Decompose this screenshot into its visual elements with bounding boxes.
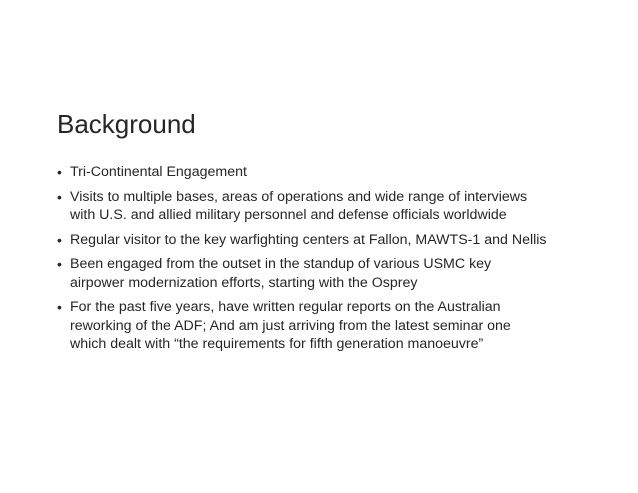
bullet-icon: • (57, 299, 62, 315)
bullet-text: Been engaged from the outset in the standup of various USMC key (70, 256, 492, 272)
bullet-item (57, 298, 617, 354)
bullet-icon: • (57, 164, 62, 180)
bullet-text: reworking of the ADF; And am just arriving from the latest seminar one (70, 317, 511, 334)
bullet-text: with U.S. and allied military personnel and defense officials worldwide (70, 207, 507, 223)
bullet-item (57, 163, 617, 182)
bullet-item (57, 255, 617, 292)
slide-title: Background (57, 109, 196, 139)
bullet-list (57, 163, 617, 360)
bullet-text: which dealt with “the requirements for fifth generation manoeuvre” (70, 336, 484, 352)
bullet-text: Tri-Continental Engagement (70, 164, 247, 180)
bullet-text: For the past five years, have written regular reports on the Australian (70, 299, 501, 315)
bullet-icon: • (57, 256, 62, 272)
bullet-text: airpower modernization efforts, starting with the Osprey (70, 274, 418, 291)
bullet-text: Regular visitor to the key warfighting centers at Fallon, MAWTS-1 and Nellis (70, 231, 547, 248)
bullet-icon: • (57, 188, 62, 205)
bullet-item (57, 231, 617, 250)
bullet-item (57, 188, 617, 225)
bullet-icon: • (57, 231, 62, 248)
bullet-text: Visits to multiple bases, areas of operations and wide range of interviews (70, 188, 528, 205)
